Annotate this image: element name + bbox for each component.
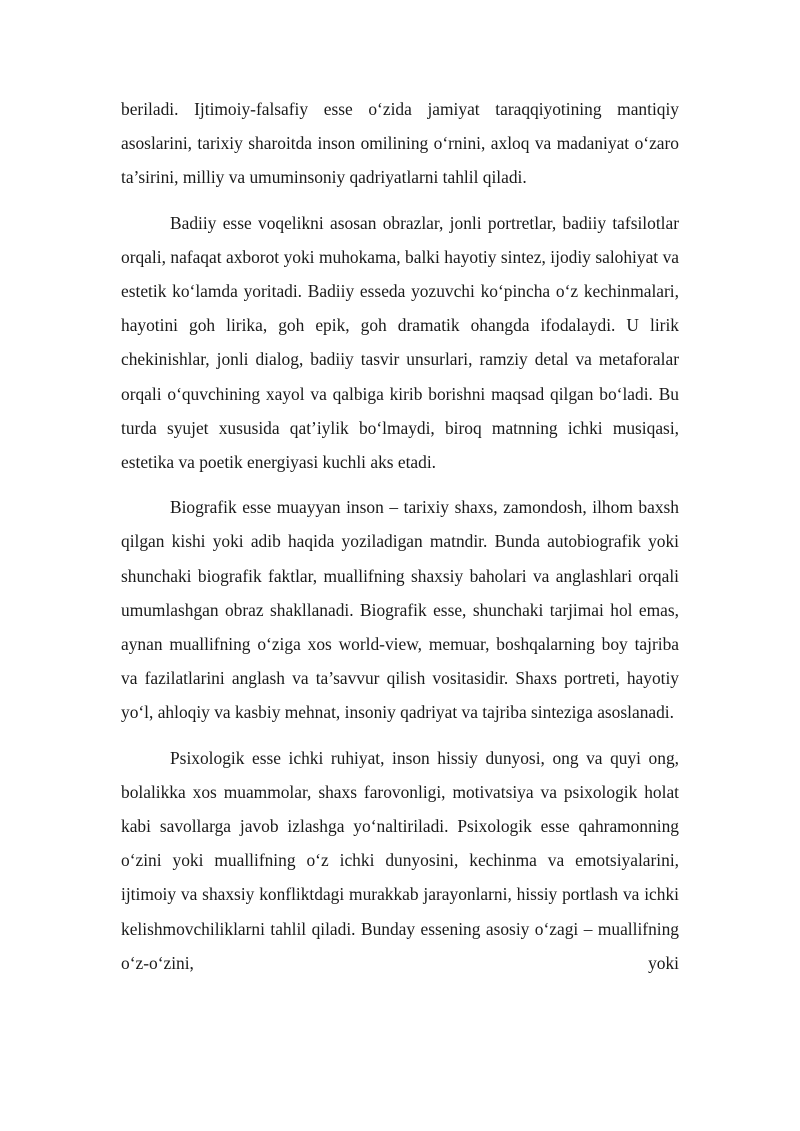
paragraph-social-philosophical-essay: beriladi. Ijtimoiy-falsafiy esse o‘zida jamiyat taraqqiyotining mantiqiy asoslarini, tarixiy sharoitda inson omilining o‘rnini, axloq va madaniyat o‘zaro ta’sirini, milliy va umuminsoniy qadriyatlarni tahlil qiladi. xyxy=(121,99,679,188)
document-page xyxy=(121,92,679,991)
paragraph-artistic-essay: Badiiy esse voqelikni asosan obrazlar, jonli portretlar, badiiy tafsilotlar orqali, nafaqat axborot yoki muhokama, balki hayotiy sintez, ijodiy salohiyat va estetik ko‘lamda yoritadi. Badiiy esseda yozuvchi ko‘pincha o‘z kechinmalari, hayotini goh lirika, goh epik, goh dramatik ohangda ifodalaydi. U lirik chekinishlar, jonli dialog, badiiy tasvir unsurlari, ramziy detal va metaforalar orqali o‘quvchining xayol va qalbiga kirib borishni maqsad qilgan bo‘ladi. Bu turda syujet xususida qat’iylik bo‘lmaydi, biroq matnning ichki musiqasi, estetika va poetik energiyasi kuchli aks etadi. xyxy=(121,212,679,473)
paragraph-biographical-essay: Biografik esse muayyan inson – tarixiy shaxs, zamondosh, ilhom baxsh qilgan kishi yoki adib haqida yoziladigan matndir. Bunda autobiografik yoki shunchaki biografik faktlar, muallifning shaxsiy baholari va anglashlari orqali umumlashgan obraz shakllanadi. Biografik esse, shunchaki tarjimai hol emas, aynan muallifning o‘ziga xos world-view, memuar, boshqalarning boy tajriba va fazilatlarini anglash va ta’savvur qilish vositasidir. Shaxs portreti, hayotiy yo‘l, ahloqiy va kasbiy mehnat, insoniy qadriyat va tajriba sinteziga asoslanadi. xyxy=(121,497,679,723)
paragraph-psychological-essay: Psixologik esse ichki ruhiyat, inson hissiy dunyosi, ong va quyi ong, bolalikka xos muammolar, shaxs farovonligi, motivatsiya va psixologik holat kabi savollarga javob izlashga yo‘naltiriladi. Psixologik esse qahramonning o‘zini yoki muallifning o‘z ichki dunyosini, kechinma va emotsiyalarini, ijtimoiy va shaxsiy konfliktdagi murakkab jarayonlarni, hissiy portlash va ichki kelishmovchiliklarni tahlil qiladi. Bunday essening asosiy o‘zagi – muallifning o‘z-o‘zini, yoki xyxy=(121,747,679,973)
